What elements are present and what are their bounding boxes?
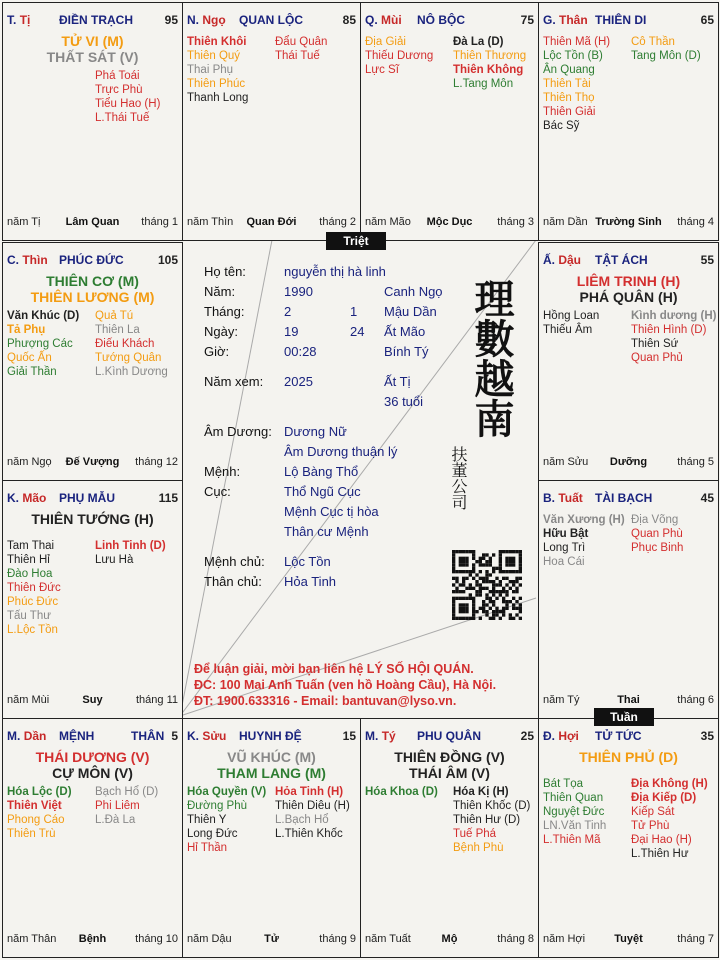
minor-star: Lưu Hà [95,554,134,566]
info-label: Năm: [204,284,236,299]
palace-can-chi: Q. Mùi [365,13,402,27]
palace-name: ĐIỀN TRẠCH [59,13,133,27]
minor-star: Thiên Trù [7,828,56,840]
minor-star: Đẩu Quân [275,36,328,48]
palace-age: 75 [520,13,534,27]
minor-star: Trực Phù [95,84,143,96]
palace-name: MỆNH [59,729,95,743]
info-label: Tháng: [204,304,245,319]
palace-year: năm Ngọ [7,456,52,468]
minor-star: Quốc Ấn [7,352,52,364]
info-value: 36 tuổi [384,394,424,409]
minor-star: Thiên Sứ [631,338,679,350]
palace-can-chi: C. Thìn [7,253,48,267]
palace-can-chi: M. Dần [7,729,47,743]
minor-star: Bạch Hổ (D) [95,786,159,798]
palace-age: 65 [700,13,714,27]
minor-star: Thanh Long [187,92,249,104]
minor-star: Cô Thần [631,36,675,48]
palace-year: năm Tý [543,694,580,706]
main-star: THÁI DƯƠNG (V) [35,749,150,765]
main-star: THIÊN TƯỚNG (H) [31,511,154,527]
info-value: Âm Dương thuận lý [284,444,398,459]
palace-suu [182,718,361,958]
info-label: Ngày: [204,324,238,339]
minor-star: Thiên Đức [7,582,61,594]
contact-phone-email: ĐT: 1900.633316 - Email: bantuvan@lyso.vn. [194,694,457,708]
palace-stage: Mộc Dục [426,216,473,228]
minor-star: Địa Giải [365,36,406,48]
palace-can-chi: Đ. Hợi [543,729,579,743]
palace-stage: Dưỡng [609,456,648,468]
palace-month: tháng 5 [677,456,714,468]
minor-star: Địa Không (H) [631,778,708,790]
minor-star: Hóa Khoa (D) [365,786,438,798]
minor-star: Thiên Quý [187,50,241,62]
info-value: 00:28 [284,344,317,359]
minor-star: Tấu Thư [7,610,51,622]
minor-star: Thiên Diêu (H) [275,800,350,812]
palace-stage: Quan Đới [246,216,297,228]
info-value: Mệnh Cục tị hòa [284,504,379,519]
info-value: 2025 [284,374,313,389]
minor-star: L.Thái Tuế [95,112,150,124]
palace-year: năm Tị [7,216,41,228]
info-value: 19 [284,324,299,339]
palace-stage: Thai [617,694,640,706]
than-marker: THÂN [131,729,165,743]
palace-name: THIÊN DI [595,13,647,27]
minor-star: Kình dương (H) [631,310,717,322]
info-value: Ất Mão [384,324,426,339]
minor-star: L.Thiên Khốc [275,828,343,840]
minor-star: Thiên Thương [453,50,527,62]
palace-age: 45 [700,491,714,505]
palace-year: năm Tuất [365,933,411,945]
minor-star: Địa Kiếp (D) [631,792,697,804]
minor-star: LN.Văn Tinh [543,820,607,832]
minor-star: Quan Phù [631,528,683,540]
minor-star: Thiếu Dương [365,50,434,62]
main-star: CỰ MÔN (V) [52,765,133,781]
minor-star: Quả Tú [95,310,134,322]
palace-month: tháng 9 [319,933,356,945]
palace-stage: Lâm Quan [65,216,120,228]
minor-star: Thiếu Âm [543,324,593,336]
minor-star: Thiên Mã (H) [543,36,611,48]
minor-star: Đào Hoa [7,568,53,580]
main-star: THẤT SÁT (V) [46,49,139,65]
minor-star: Lực Sĩ [365,64,399,76]
palace-year: năm Dần [543,216,588,228]
info-value: 1990 [284,284,313,299]
palace-than [538,2,719,241]
palace-hoi [538,718,719,958]
minor-star: Thiên Y [187,814,227,826]
minor-star: Thiên Khốc (D) [453,800,531,812]
info-value: 2 [284,304,292,319]
minor-star: Văn Xương (H) [543,514,625,526]
palace-dan [2,718,183,958]
minor-star: Hóa Lộc (D) [7,786,72,798]
minor-star: Đà La (D) [453,36,504,48]
minor-star: Thái Tuế [275,50,320,62]
palace-stage: Suy [82,694,103,706]
minor-star: Địa Võng [631,514,679,526]
chart-board [2,2,718,958]
info-value: Thổ Ngũ Cục [284,484,361,499]
info-value: Canh Ngọ [384,284,443,299]
palace-age: 25 [520,729,534,743]
minor-star: Tuế Phá [453,828,497,840]
minor-star: Hỉ Thần [187,842,228,854]
palace-age: 55 [700,253,714,267]
main-star: TỬ VI (M) [61,33,124,49]
info-label: Âm Dương: [204,424,272,439]
palace-month: tháng 1 [141,216,178,228]
palace-name: TÀI BẠCH [595,491,653,505]
minor-star: Thiên Việt [7,800,62,812]
minor-star: Tang Môn (D) [631,50,701,62]
palace-name: NÔ BỘC [417,13,465,27]
palace-name: TẬT ÁCH [595,253,648,267]
minor-star: Thiên Không [453,64,524,76]
palace-can-chi: K. Sửu [187,729,227,743]
palace-month: tháng 8 [497,933,534,945]
palace-stage: Bệnh [78,933,107,945]
minor-star: Bác Sỹ [543,120,580,132]
palace-ngo [182,2,361,241]
palace-age: 5 [171,729,178,743]
palace-name: QUAN LỘC [239,13,303,27]
palace-year: năm Sửu [543,456,589,468]
palace-month: tháng 12 [135,456,178,468]
palace-age: 95 [164,13,178,27]
palace-stage: Trường Sinh [595,216,662,228]
info-value: Ất Tị [384,374,411,389]
minor-star: Bát Tọa [543,778,584,790]
minor-star: Kiếp Sát [631,806,675,818]
info-value: 1 [350,304,358,319]
palace-month: tháng 4 [677,216,714,228]
palace-year: năm Dậu [187,933,232,945]
minor-star: Thiên Giải [543,106,596,118]
minor-star: Tả Phụ [7,324,46,336]
info-value: Hỏa Tinh [284,574,337,589]
minor-star: Tử Phù [631,820,670,832]
palace-month: tháng 11 [135,694,178,706]
palace-tuat [538,480,719,719]
contact-address: ĐC: 100 Mai Anh Tuấn (ven hồ Hoàng Cầu), Hà Nội. [194,678,497,692]
triet-tag: Triệt [326,232,386,250]
palace-ty [360,718,539,958]
qr-code [452,550,522,620]
palace-can-chi: B. Tuất [543,491,583,505]
minor-star: Long Trì [543,542,586,554]
palace-age: 35 [700,729,714,743]
minor-star: Đại Hao (H) [631,834,692,846]
minor-star: Phong Cáo [7,814,65,826]
palace-name: HUYNH ĐỆ [239,729,302,743]
info-value: Bính Tý [384,344,429,359]
main-star: PHÁ QUÂN (H) [579,289,678,305]
minor-star: Ân Quang [543,64,595,76]
minor-star: Hoa Cái [543,556,585,568]
minor-star: Tướng Quân [95,352,162,364]
palace-can-chi: N. Ngọ [187,13,226,27]
palace-can-chi: M. Tý [365,729,396,743]
palace-year: năm Thìn [187,216,234,228]
info-value: nguyễn thị hà linh [284,264,386,279]
palace-age: 105 [157,253,178,267]
info-label: Cục: [204,484,231,499]
minor-star: L.Bạch Hổ [275,814,329,826]
palace-age: 115 [158,491,178,505]
contact-line-1: Để luận giải, mời bạn liên hệ LÝ SỐ HỘI QUÁN. [194,662,474,676]
minor-star: Giải Thần [7,366,57,378]
palace-year: năm Thân [7,933,57,945]
main-star: THIÊN LƯƠNG (M) [30,289,155,305]
main-star: THAM LANG (M) [217,765,326,781]
palace-can-chi: G. Thân [543,13,588,27]
palace-age: 85 [342,13,356,27]
minor-star: Đường Phù [187,800,247,812]
palace-can-chi: K. Mão [7,491,47,505]
minor-star: Phi Liêm [95,800,140,812]
info-label: Giờ: [204,344,230,359]
info-label: Mệnh chủ: [204,554,265,569]
minor-star: Hỏa Tinh (H) [275,786,344,798]
main-star: THÁI ÂM (V) [409,765,490,781]
info-value: Thân cư Mệnh [284,524,369,539]
minor-star: Hữu Bật [543,528,589,540]
palace-name: PHU QUÂN [417,729,482,743]
info-label: Họ tên: [204,264,246,279]
main-star: VŨ KHÚC (M) [227,749,316,765]
minor-star: L.Kình Dương [95,366,168,378]
palace-ti [2,2,183,241]
minor-star: L.Lộc Tồn [7,624,58,636]
palace-name: PHỤ MẪU [59,491,115,505]
palace-age: 15 [342,729,356,743]
info-label: Năm xem: [204,374,264,389]
minor-star: Phục Binh [631,542,684,554]
minor-star: Văn Khúc (D) [7,310,80,322]
minor-star: L.Đà La [95,814,136,826]
minor-star: L.Thiên Hư [631,848,689,860]
palace-month: tháng 10 [135,933,178,945]
minor-star: Hồng Loan [543,310,600,322]
minor-star: Thiên Hình (D) [631,324,707,336]
info-label: Mệnh: [204,464,241,479]
minor-star: Tam Thai [7,540,55,552]
center-info-panel [182,242,538,718]
palace-stage: Mộ [441,933,458,945]
palace-mao [2,480,183,719]
main-star: THIÊN CƠ (M) [46,273,139,289]
palace-year: năm Mùi [7,694,50,706]
palace-month: tháng 3 [497,216,534,228]
palace-stage: Tuyệt [614,933,643,945]
logo-seal-text: 扶董公司 [449,446,468,510]
palace-name: TỬ TỨC [595,729,642,743]
info-value: Dương Nữ [284,424,347,439]
minor-star: Thiên Hư (D) [453,814,521,826]
minor-star: Thiên Tài [543,78,591,90]
info-label: Thân chủ: [204,574,262,589]
palace-thin [2,242,183,481]
minor-star: Thai Phụ [187,64,234,76]
minor-star: Thiên Hỉ [7,554,50,566]
minor-star: Thiên La [95,324,140,336]
tuan-tag: Tuần [594,708,654,726]
minor-star: Thiên Khôi [187,36,247,48]
info-value: Lộ Bàng Thổ [284,464,359,479]
minor-star: Long Đức [187,828,238,840]
main-star: THIÊN PHỦ (D) [579,749,678,765]
main-star: LIÊM TRINH (H) [576,273,681,289]
palace-name: PHÚC ĐỨC [59,253,124,267]
palace-year: năm Hợi [543,933,586,945]
palace-dau [538,242,719,481]
minor-star: Lộc Tồn (B) [543,50,603,62]
minor-star: Hóa Quyền (V) [187,786,267,798]
main-star: THIÊN ĐỒNG (V) [394,749,505,765]
minor-star: Phá Toái [95,70,140,82]
palace-can-chi: Ấ. Dậu [543,253,582,267]
minor-star: L.Tang Môn [453,78,514,90]
minor-star: Quan Phủ [631,352,683,364]
minor-star: Phượng Các [7,338,73,350]
minor-star: Điếu Khách [95,338,155,350]
minor-star: Hóa Kị (H) [453,786,509,798]
minor-star: Tiểu Hao (H) [95,98,161,110]
palace-year: năm Mão [365,216,411,228]
info-value: 24 [350,324,365,339]
palace-stage: Tử [264,933,279,945]
minor-star: Linh Tinh (D) [95,540,166,552]
logo-calligraphy: 理數越南 [468,278,515,438]
palace-stage: Đế Vượng [65,456,120,468]
minor-star: Nguyệt Đức [543,806,605,818]
palace-month: tháng 2 [319,216,356,228]
palace-month: tháng 7 [677,933,714,945]
minor-star: Bệnh Phù [453,842,504,854]
info-value: Mậu Dần [384,304,437,319]
palace-month: tháng 6 [677,694,714,706]
minor-star: L.Thiên Mã [543,834,601,846]
minor-star: Thiên Thọ [543,92,595,104]
palace-mui [360,2,539,241]
palace-can-chi: T. Tị [7,13,31,27]
info-value: Lộc Tồn [284,554,331,569]
minor-star: Thiên Phúc [187,78,246,90]
minor-star: Phúc Đức [7,596,59,608]
minor-star: Thiên Quan [543,792,604,804]
